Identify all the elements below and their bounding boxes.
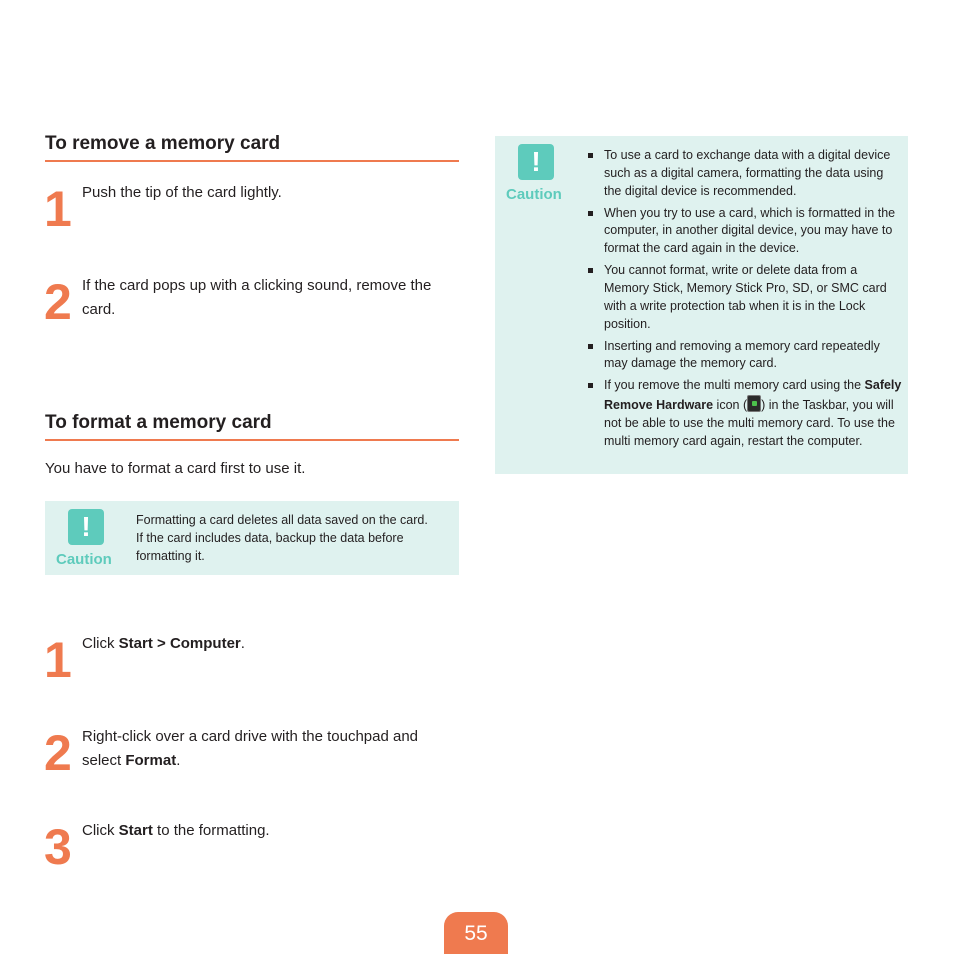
caution-text: Formatting a card deletes all data saved on the card. If the card includes data, backup the data before formatting it.: [136, 513, 428, 563]
bullet-square-icon: [588, 211, 593, 216]
remove-section-title: To remove a memory card: [45, 133, 459, 162]
format-intro: You have to format a card first to use it.: [45, 460, 306, 477]
list-item: If you remove the multi memory card using the Safely Remove Hardware icon ( ) in the Taskbar, you will not be able to use the multi memory card. To use the multi memory card again, restart the computer.: [586, 377, 904, 450]
caution-exclamation-icon: !: [518, 144, 554, 180]
caution-exclamation-icon: !: [68, 509, 104, 545]
list-item: When you try to use a card, which is formatted in the computer, in another digital device, you may have to format the card again in the device.: [586, 205, 904, 258]
format-step-2-text: Right-click over a card drive with the touchpad and select Format.: [82, 728, 419, 769]
list-item: To use a card to exchange data with a digital device such as a digital camera, formatting the data using the digital device is recommended.: [586, 147, 904, 200]
format-caution-box: [45, 501, 459, 575]
format-step-3-number: 3: [44, 819, 71, 875]
bullet-square-icon: [588, 344, 593, 349]
remove-step-2-text: If the card pops up with a clicking sound, remove the card.: [82, 277, 432, 318]
remove-step-2-number: 2: [44, 274, 71, 330]
caution-label: Caution: [506, 186, 562, 203]
format-section-title: To format a memory card: [45, 412, 459, 441]
safely-remove-hardware-icon: [747, 395, 761, 412]
remove-step-1-number: 1: [44, 181, 71, 237]
format-step-1-number: 1: [44, 632, 71, 688]
list-item: Inserting and removing a memory card repeatedly may damage the memory card.: [586, 338, 904, 374]
bullet-square-icon: [588, 268, 593, 273]
page-number: 55: [444, 912, 508, 954]
bullet-square-icon: [588, 383, 593, 388]
remove-step-1-text: Push the tip of the card lightly.: [82, 184, 282, 201]
format-step-3-text: Click Start to the formatting.: [82, 822, 270, 839]
side-caution-list: [586, 147, 904, 455]
list-item: You cannot format, write or delete data from a Memory Stick, Memory Stick Pro, SD, or SMC card with a write protection tab when it is in the Lock position.: [586, 262, 904, 333]
format-step-2-number: 2: [44, 725, 71, 781]
format-step-1-text: Click Start > Computer.: [82, 635, 245, 652]
caution-label: Caution: [56, 551, 112, 568]
bullet-square-icon: [588, 153, 593, 158]
